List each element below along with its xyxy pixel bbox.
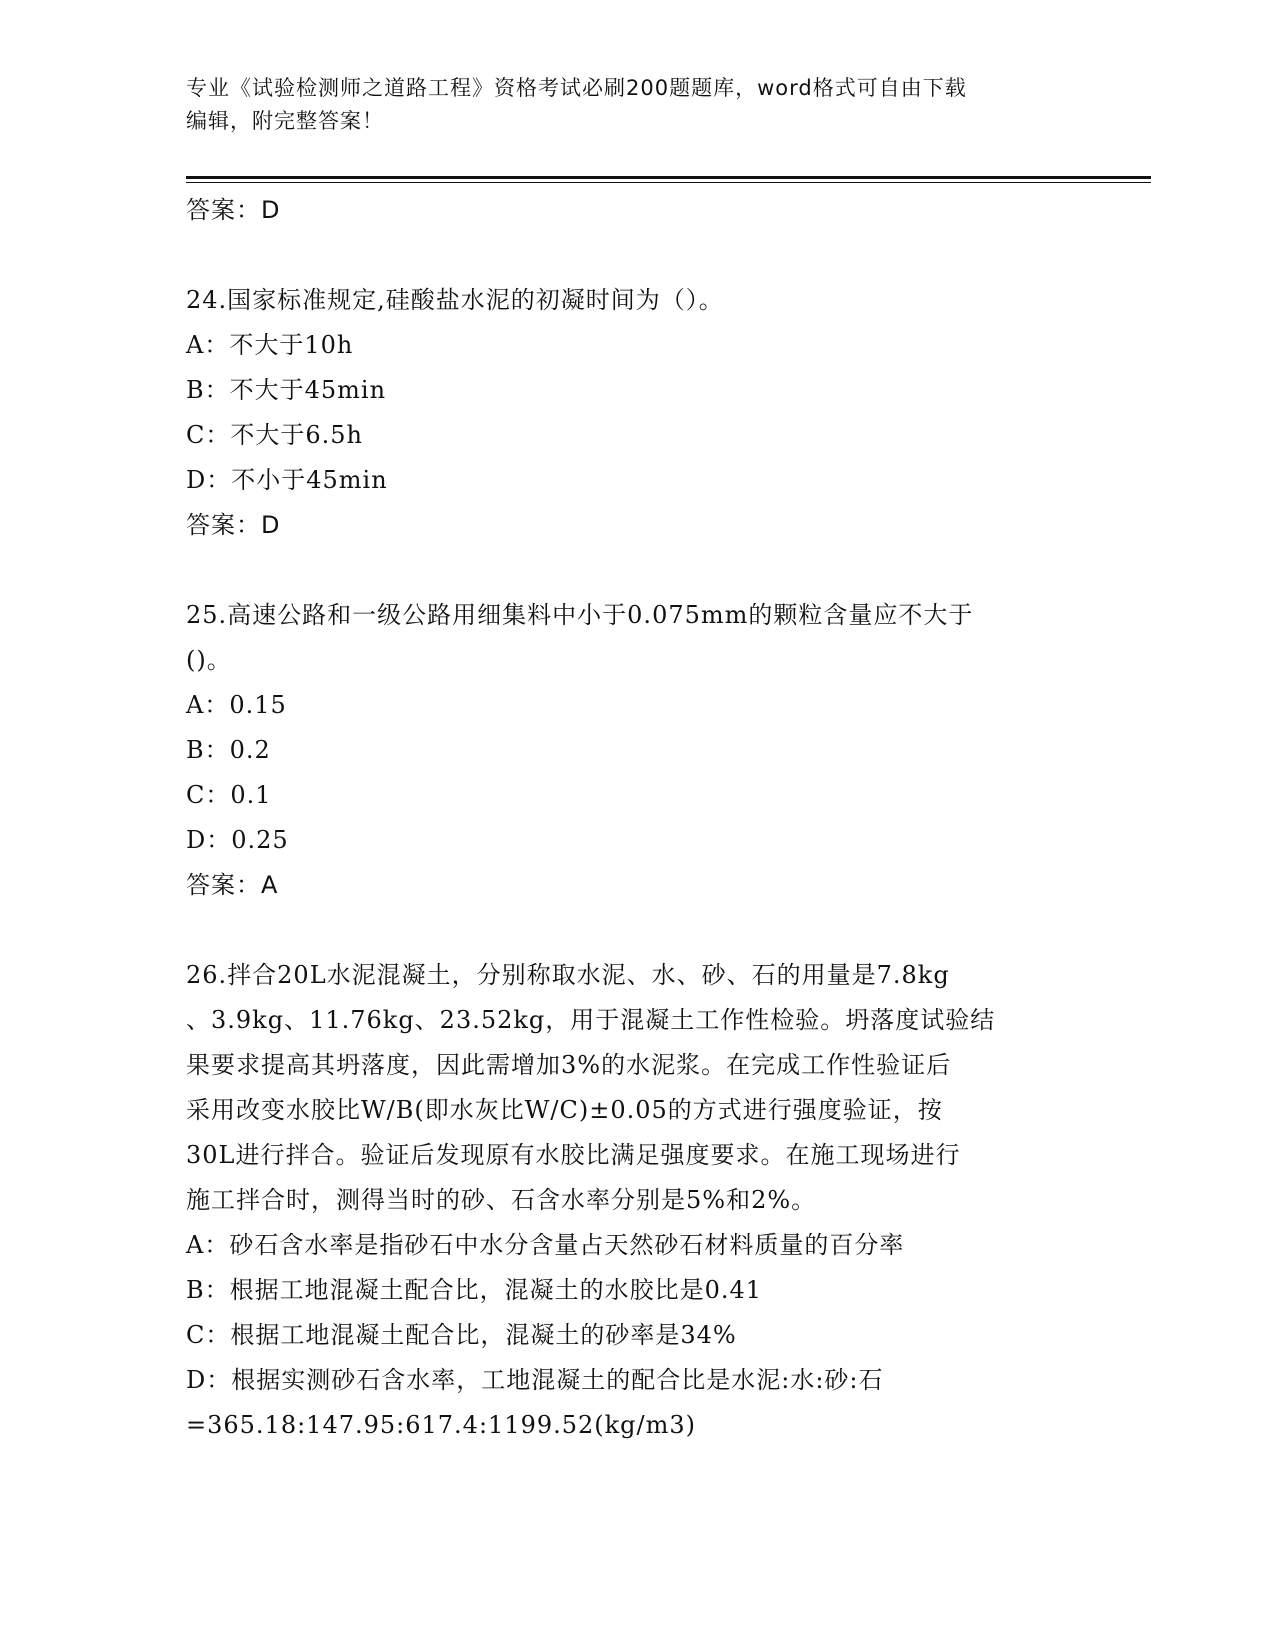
header-divider-thin	[186, 182, 1151, 183]
question-stem-line: 26.拌合20L水泥混凝土，分别称取水泥、水、砂、石的用量是7.8kg	[186, 961, 950, 989]
option-c: C：根据工地混凝土配合比，混凝土的砂率是34%	[186, 1321, 737, 1349]
option-d-continuation: =365.18:147.95:617.4:1199.52(kg/m3)	[186, 1411, 697, 1439]
option-b: B：0.2	[186, 736, 271, 764]
question-stem-line: ()。	[186, 646, 232, 674]
question-stem-line: 施工拌合时，测得当时的砂、石含水率分别是5%和2%。	[186, 1186, 817, 1214]
option-d: D：0.25	[186, 826, 289, 854]
question-stem-line: 果要求提高其坍落度，因此需增加3%的水泥浆。在完成工作性验证后	[186, 1051, 952, 1079]
option-d: D：根据实测砂石含水率，工地混凝土的配合比是水泥:水:砂:石	[186, 1366, 884, 1394]
question-24	[186, 278, 1086, 548]
question-stem-line: 采用改变水胶比W/B(即水灰比W/C)±0.05的方式进行强度验证，按	[186, 1096, 943, 1124]
page-header	[186, 72, 1086, 138]
question-25	[186, 593, 1086, 908]
question-content	[186, 188, 1086, 1448]
option-b: B：根据工地混凝土配合比，混凝土的水胶比是0.41	[186, 1276, 763, 1304]
question-stem: 24.国家标准规定,硅酸盐水泥的初凝时间为（）。	[186, 286, 724, 314]
answer: 答案：D	[186, 511, 281, 539]
previous-answer: 答案：D	[186, 196, 281, 224]
header-line-1: 专业《试验检测师之道路工程》资格考试必刷200题题库，word格式可自由下载	[186, 76, 967, 100]
question-stem-line: 、3.9kg、11.76kg、23.52kg，用于混凝土工作性检验。坍落度试验结	[186, 1006, 996, 1034]
header-line-2: 编辑，附完整答案！	[186, 109, 384, 133]
spacer	[186, 233, 1086, 278]
question-stem-line: 30L进行拌合。验证后发现原有水胶比满足强度要求。在施工现场进行	[186, 1141, 961, 1169]
option-a: A：不大于10h	[186, 331, 354, 359]
option-c: C：0.1	[186, 781, 272, 809]
header-divider-thick	[186, 176, 1151, 179]
option-d: D：不小于45min	[186, 466, 388, 494]
question-26	[186, 953, 1086, 1448]
option-a: A：砂石含水率是指砂石中水分含量占天然砂石材料质量的百分率	[186, 1231, 905, 1259]
spacer	[186, 548, 1086, 593]
option-c: C：不大于6.5h	[186, 421, 363, 449]
spacer	[186, 908, 1086, 953]
question-stem-line: 25.高速公路和一级公路用细集料中小于0.075mm的颗粒含量应不大于	[186, 601, 974, 629]
option-a: A：0.15	[186, 691, 287, 719]
option-b: B：不大于45min	[186, 376, 387, 404]
answer: 答案：A	[186, 871, 279, 899]
